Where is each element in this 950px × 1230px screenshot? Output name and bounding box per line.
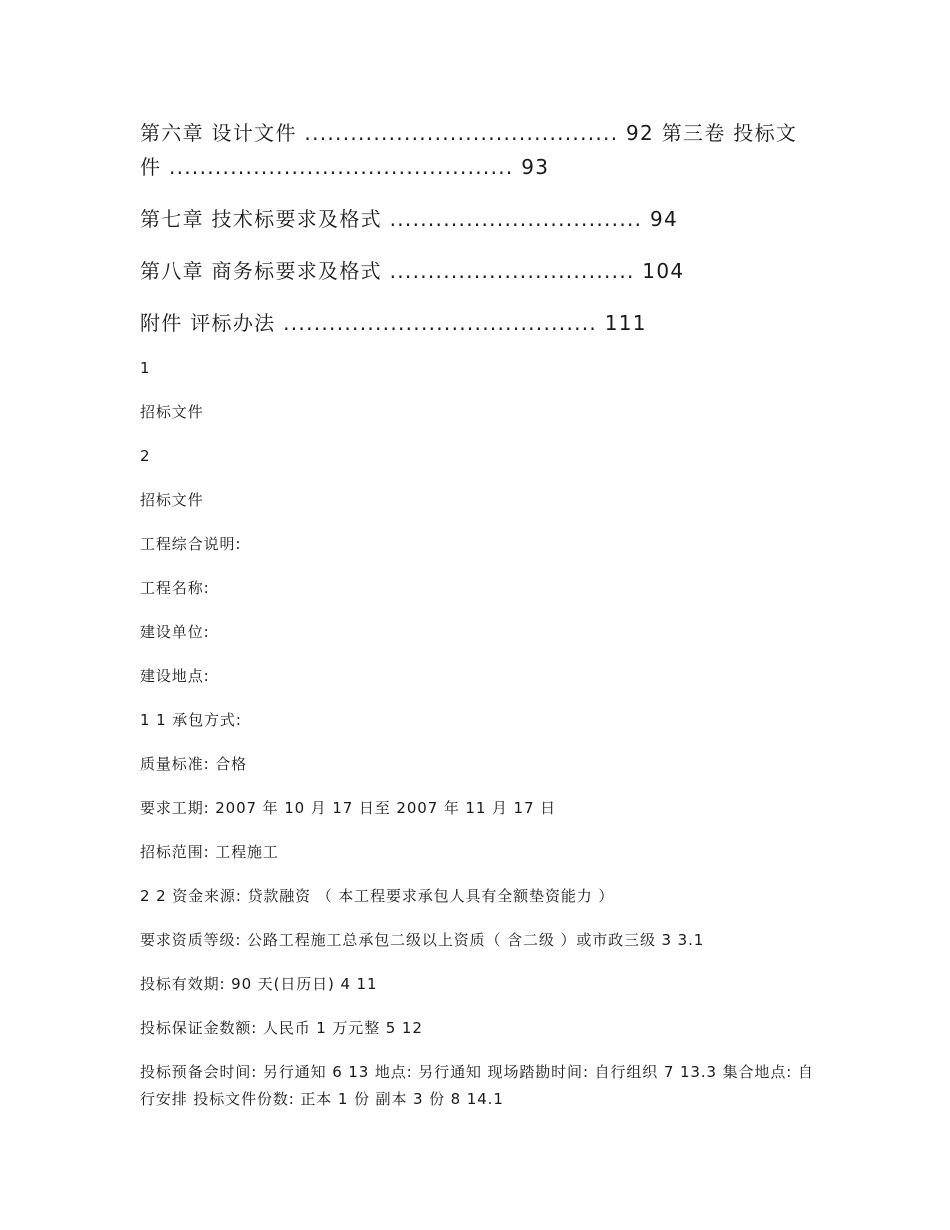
field-project-name: 工程名称: xyxy=(140,579,210,597)
field-contract-mode: 1 1 承包方式: xyxy=(140,711,242,729)
field-location: 建设地点: xyxy=(140,667,210,685)
toc-entry-line: 第六章 设计文件 ......................................... 92 第三卷 投标文 xyxy=(140,121,798,145)
field-funding: 2 2 资金来源: 贷款融资 （ 本工程要求承包人具有全额垫资能力 ） xyxy=(140,887,615,905)
toc-entry-chapter-6 xyxy=(140,116,820,184)
document-body xyxy=(140,355,820,1130)
toc-entry-line: 第八章 商务标要求及格式 ................................ 104 xyxy=(140,259,685,283)
field-meeting: 投标预备会时间: 另行通知 6 13 地点: 另行通知 现场踏勘时间: 自行组织 7 13.3 集合地点: 自行安排 投标文件份数: 正本 1 份 副本 3 份 8 14.1 xyxy=(140,1063,814,1108)
toc-entry-line: 件 ............................................. 93 xyxy=(140,155,550,179)
field-bond: 投标保证金数额: 人民币 1 万元整 5 12 xyxy=(140,1019,423,1037)
toc-entry-line: 第七章 技术标要求及格式 ................................. 94 xyxy=(140,207,679,231)
field-schedule: 要求工期: 2007 年 10 月 17 日至 2007 年 11 月 17 日 xyxy=(140,799,556,817)
field-scope: 招标范围: 工程施工 xyxy=(140,843,279,861)
toc-entry-chapter-8 xyxy=(140,254,820,288)
page-number: 1 xyxy=(140,359,151,377)
page-header: 招标文件 xyxy=(140,403,204,421)
field-validity: 投标有效期: 90 天(日历日) 4 11 xyxy=(140,975,378,993)
toc-entry-appendix xyxy=(140,306,820,340)
field-builder: 建设单位: xyxy=(140,623,210,641)
section-heading: 工程综合说明: xyxy=(140,535,242,553)
page-number: 2 xyxy=(140,447,151,465)
table-of-contents xyxy=(140,116,820,358)
field-quality: 质量标准: 合格 xyxy=(140,755,248,773)
field-qualification: 要求资质等级: 公路工程施工总承包二级以上资质（ 含二级 ）或市政三级 3 3.1 xyxy=(140,931,705,949)
toc-entry-chapter-7 xyxy=(140,202,820,236)
page-header: 招标文件 xyxy=(140,491,204,509)
toc-entry-line: 附件 评标办法 ......................................... 111 xyxy=(140,311,647,335)
